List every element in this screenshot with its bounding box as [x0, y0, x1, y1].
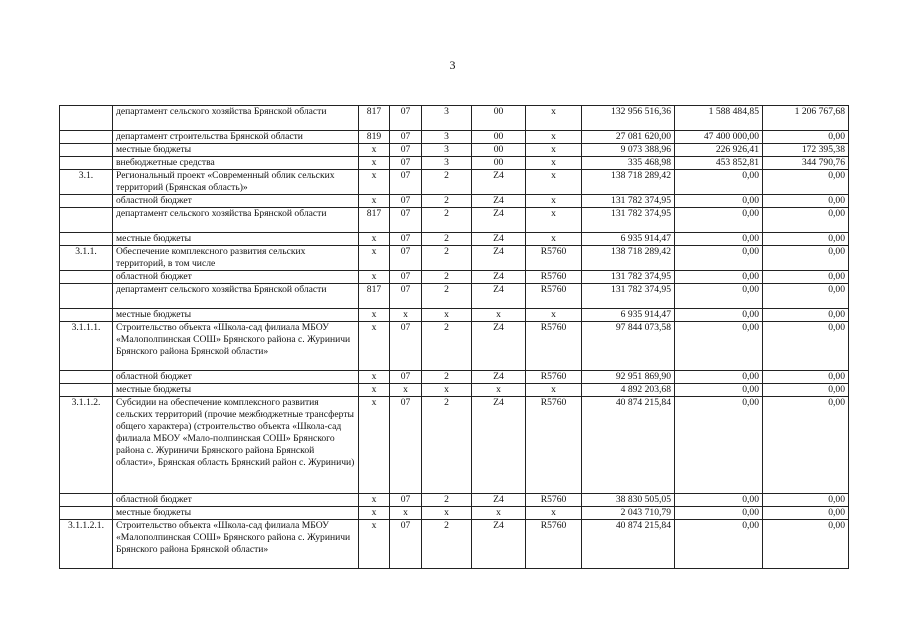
code-program: Z4 — [472, 246, 526, 271]
row-name: департамент сельского хозяйства Брянской области — [113, 284, 359, 309]
table-row — [60, 384, 849, 397]
row-index — [60, 208, 113, 233]
row-index — [60, 233, 113, 246]
amount-year-2: 0,00 — [675, 271, 763, 284]
amount-year-1: 92 951 869,90 — [582, 371, 675, 384]
code-subsection: 2 — [422, 397, 472, 494]
code-target: R5760 — [526, 284, 582, 309]
code-grbs: х — [359, 520, 390, 569]
code-subsection: 2 — [422, 170, 472, 195]
amount-year-3: 0,00 — [763, 271, 849, 284]
amount-year-2: 0,00 — [675, 384, 763, 397]
amount-year-3: 0,00 — [763, 384, 849, 397]
code-target: R5760 — [526, 397, 582, 494]
amount-year-2: 0,00 — [675, 371, 763, 384]
code-section: 07 — [390, 208, 422, 233]
amount-year-3: 0,00 — [763, 520, 849, 569]
code-section: 07 — [390, 494, 422, 507]
row-name: Региональный проект «Современный облик сельских территорий (Брянская область)» — [113, 170, 359, 195]
row-index: 3.1. — [60, 170, 113, 195]
code-subsection: х — [422, 384, 472, 397]
row-index — [60, 271, 113, 284]
row-index — [60, 309, 113, 322]
code-program: Z4 — [472, 195, 526, 208]
code-grbs: х — [359, 507, 390, 520]
code-program: Z4 — [472, 233, 526, 246]
table-row — [60, 246, 849, 271]
code-target: х — [526, 233, 582, 246]
amount-year-1: 4 892 203,68 — [582, 384, 675, 397]
code-grbs: х — [359, 157, 390, 170]
code-section: 07 — [390, 284, 422, 309]
code-subsection: 3 — [422, 106, 472, 131]
amount-year-1: 138 718 289,42 — [582, 246, 675, 271]
code-subsection: х — [422, 507, 472, 520]
code-program: х — [472, 309, 526, 322]
amount-year-2: 0,00 — [675, 322, 763, 371]
row-name: областной бюджет — [113, 271, 359, 284]
row-index: 3.1.1. — [60, 246, 113, 271]
table-row — [60, 195, 849, 208]
code-target: R5760 — [526, 371, 582, 384]
amount-year-3: 344 790,76 — [763, 157, 849, 170]
table-row — [60, 144, 849, 157]
code-section: х — [390, 507, 422, 520]
code-grbs: 817 — [359, 208, 390, 233]
amount-year-3: 0,00 — [763, 309, 849, 322]
table-row — [60, 208, 849, 233]
row-index — [60, 371, 113, 384]
amount-year-3: 0,00 — [763, 284, 849, 309]
amount-year-1: 131 782 374,95 — [582, 208, 675, 233]
code-section: х — [390, 309, 422, 322]
code-subsection: 2 — [422, 233, 472, 246]
code-program: 00 — [472, 131, 526, 144]
code-target: х — [526, 170, 582, 195]
table-row — [60, 170, 849, 195]
code-target: R5760 — [526, 494, 582, 507]
amount-year-2: 0,00 — [675, 494, 763, 507]
code-target: х — [526, 144, 582, 157]
code-grbs: х — [359, 144, 390, 157]
amount-year-2: 0,00 — [675, 208, 763, 233]
table-row — [60, 507, 849, 520]
amount-year-1: 6 935 914,47 — [582, 309, 675, 322]
code-section: 07 — [390, 157, 422, 170]
code-section: 07 — [390, 144, 422, 157]
amount-year-1: 40 874 215,84 — [582, 397, 675, 494]
code-section: 07 — [390, 397, 422, 494]
amount-year-2: 0,00 — [675, 309, 763, 322]
row-index — [60, 144, 113, 157]
amount-year-1: 9 073 388,96 — [582, 144, 675, 157]
code-grbs: 817 — [359, 106, 390, 131]
code-target: х — [526, 131, 582, 144]
row-name: Строительство объекта «Школа-сад филиала МБОУ «Малополпинская СОШ» Брянского района с. Журиничи Брянского района Брянской области» — [113, 322, 359, 371]
row-name: местные бюджеты — [113, 384, 359, 397]
code-target: R5760 — [526, 322, 582, 371]
amount-year-2: 47 400 000,00 — [675, 131, 763, 144]
amount-year-2: 0,00 — [675, 195, 763, 208]
table-body — [60, 106, 849, 569]
row-name: областной бюджет — [113, 195, 359, 208]
code-section: 07 — [390, 371, 422, 384]
code-target: х — [526, 384, 582, 397]
amount-year-3: 0,00 — [763, 131, 849, 144]
code-subsection: 2 — [422, 520, 472, 569]
amount-year-3: 0,00 — [763, 246, 849, 271]
table-row — [60, 309, 849, 322]
code-subsection: 2 — [422, 494, 472, 507]
code-section: 07 — [390, 322, 422, 371]
amount-year-1: 6 935 914,47 — [582, 233, 675, 246]
code-section: 07 — [390, 106, 422, 131]
budget-table — [59, 105, 849, 569]
code-section: х — [390, 384, 422, 397]
amount-year-2: 453 852,81 — [675, 157, 763, 170]
amount-year-3: 0,00 — [763, 494, 849, 507]
row-name: областной бюджет — [113, 371, 359, 384]
code-program: 00 — [472, 144, 526, 157]
amount-year-2: 226 926,41 — [675, 144, 763, 157]
row-index — [60, 157, 113, 170]
row-index — [60, 131, 113, 144]
row-name: местные бюджеты — [113, 233, 359, 246]
row-name: областной бюджет — [113, 494, 359, 507]
amount-year-2: 0,00 — [675, 520, 763, 569]
table-row — [60, 520, 849, 569]
code-grbs: х — [359, 271, 390, 284]
amount-year-2: 0,00 — [675, 397, 763, 494]
row-index — [60, 384, 113, 397]
code-subsection: 2 — [422, 208, 472, 233]
amount-year-2: 0,00 — [675, 284, 763, 309]
table-row — [60, 371, 849, 384]
code-grbs: 817 — [359, 284, 390, 309]
code-program: Z4 — [472, 322, 526, 371]
code-subsection: 2 — [422, 195, 472, 208]
amount-year-3: 0,00 — [763, 208, 849, 233]
code-subsection: 2 — [422, 246, 472, 271]
table-row — [60, 322, 849, 371]
row-index — [60, 284, 113, 309]
code-grbs: 819 — [359, 131, 390, 144]
code-subsection: 3 — [422, 144, 472, 157]
amount-year-1: 131 782 374,95 — [582, 195, 675, 208]
amount-year-3: 172 395,38 — [763, 144, 849, 157]
amount-year-2: 1 588 484,85 — [675, 106, 763, 131]
row-name: местные бюджеты — [113, 507, 359, 520]
amount-year-1: 97 844 073,58 — [582, 322, 675, 371]
code-section: 07 — [390, 271, 422, 284]
amount-year-1: 132 956 516,36 — [582, 106, 675, 131]
code-section: 07 — [390, 233, 422, 246]
amount-year-2: 0,00 — [675, 507, 763, 520]
code-program: Z4 — [472, 397, 526, 494]
amount-year-1: 27 081 620,00 — [582, 131, 675, 144]
table-row — [60, 271, 849, 284]
code-subsection: 2 — [422, 371, 472, 384]
row-name: местные бюджеты — [113, 309, 359, 322]
code-target: х — [526, 309, 582, 322]
code-subsection: 2 — [422, 271, 472, 284]
code-program: Z4 — [472, 494, 526, 507]
row-name: Обеспечение комплексного развития сельских территорий, в том числе — [113, 246, 359, 271]
code-target: R5760 — [526, 271, 582, 284]
code-target: х — [526, 507, 582, 520]
code-section: 07 — [390, 170, 422, 195]
code-section: 07 — [390, 195, 422, 208]
code-program: Z4 — [472, 520, 526, 569]
code-grbs: х — [359, 494, 390, 507]
amount-year-2: 0,00 — [675, 246, 763, 271]
code-target: R5760 — [526, 520, 582, 569]
code-program: 00 — [472, 157, 526, 170]
code-program: х — [472, 384, 526, 397]
code-target: х — [526, 208, 582, 233]
amount-year-3: 0,00 — [763, 233, 849, 246]
row-index — [60, 507, 113, 520]
row-index: 3.1.1.2. — [60, 397, 113, 494]
code-subsection: х — [422, 309, 472, 322]
code-program: Z4 — [472, 208, 526, 233]
code-target: х — [526, 157, 582, 170]
amount-year-2: 0,00 — [675, 233, 763, 246]
amount-year-3: 0,00 — [763, 170, 849, 195]
code-section: 07 — [390, 246, 422, 271]
code-program: Z4 — [472, 284, 526, 309]
table-row — [60, 106, 849, 131]
amount-year-3: 0,00 — [763, 507, 849, 520]
amount-year-2: 0,00 — [675, 170, 763, 195]
amount-year-1: 131 782 374,95 — [582, 271, 675, 284]
table-row — [60, 233, 849, 246]
amount-year-1: 335 468,98 — [582, 157, 675, 170]
amount-year-1: 131 782 374,95 — [582, 284, 675, 309]
code-subsection: 3 — [422, 131, 472, 144]
amount-year-3: 1 206 767,68 — [763, 106, 849, 131]
code-grbs: х — [359, 322, 390, 371]
row-index: 3.1.1.1. — [60, 322, 113, 371]
code-program: Z4 — [472, 271, 526, 284]
code-grbs: х — [359, 170, 390, 195]
row-name: Субсидии на обеспечение комплексного развития сельских территорий (прочие межбюджетные трансферты общего характера) (строительство объекта «Школа-сад филиала МБОУ «Мало-полпинская СОШ» Брянского района с. Журиничи Брянского района Брянской области», Брянская область Брянский район с. Журиничи) — [113, 397, 359, 494]
row-index — [60, 494, 113, 507]
amount-year-3: 0,00 — [763, 195, 849, 208]
row-index — [60, 106, 113, 131]
code-program: Z4 — [472, 371, 526, 384]
table-row — [60, 284, 849, 309]
code-grbs: х — [359, 195, 390, 208]
amount-year-3: 0,00 — [763, 371, 849, 384]
code-program: 00 — [472, 106, 526, 131]
code-subsection: 2 — [422, 322, 472, 371]
row-name: департамент сельского хозяйства Брянской области — [113, 208, 359, 233]
code-grbs: х — [359, 384, 390, 397]
amount-year-1: 2 043 710,79 — [582, 507, 675, 520]
code-target: х — [526, 195, 582, 208]
row-name: департамент строительства Брянской области — [113, 131, 359, 144]
row-index — [60, 195, 113, 208]
amount-year-1: 138 718 289,42 — [582, 170, 675, 195]
code-target: R5760 — [526, 246, 582, 271]
code-grbs: х — [359, 309, 390, 322]
row-name: местные бюджеты — [113, 144, 359, 157]
row-name: внебюджетные средства — [113, 157, 359, 170]
page-number: 3 — [449, 58, 456, 72]
table-row — [60, 397, 849, 494]
row-name: Строительство объекта «Школа-сад филиала МБОУ «Малополпинская СОШ» Брянского района с. Журиничи Брянского района Брянской области» — [113, 520, 359, 569]
table-row — [60, 131, 849, 144]
amount-year-3: 0,00 — [763, 397, 849, 494]
code-program: Z4 — [472, 170, 526, 195]
amount-year-1: 40 874 215,84 — [582, 520, 675, 569]
code-grbs: х — [359, 371, 390, 384]
row-name: департамент сельского хозяйства Брянской области — [113, 106, 359, 131]
code-subsection: 2 — [422, 284, 472, 309]
row-index: 3.1.1.2.1. — [60, 520, 113, 569]
code-grbs: х — [359, 233, 390, 246]
code-section: 07 — [390, 131, 422, 144]
code-subsection: 3 — [422, 157, 472, 170]
table-row — [60, 494, 849, 507]
table-row — [60, 157, 849, 170]
code-target: х — [526, 106, 582, 131]
amount-year-1: 38 830 505,05 — [582, 494, 675, 507]
code-grbs: х — [359, 397, 390, 494]
code-grbs: х — [359, 246, 390, 271]
amount-year-3: 0,00 — [763, 322, 849, 371]
code-program: х — [472, 507, 526, 520]
code-section: 07 — [390, 520, 422, 569]
